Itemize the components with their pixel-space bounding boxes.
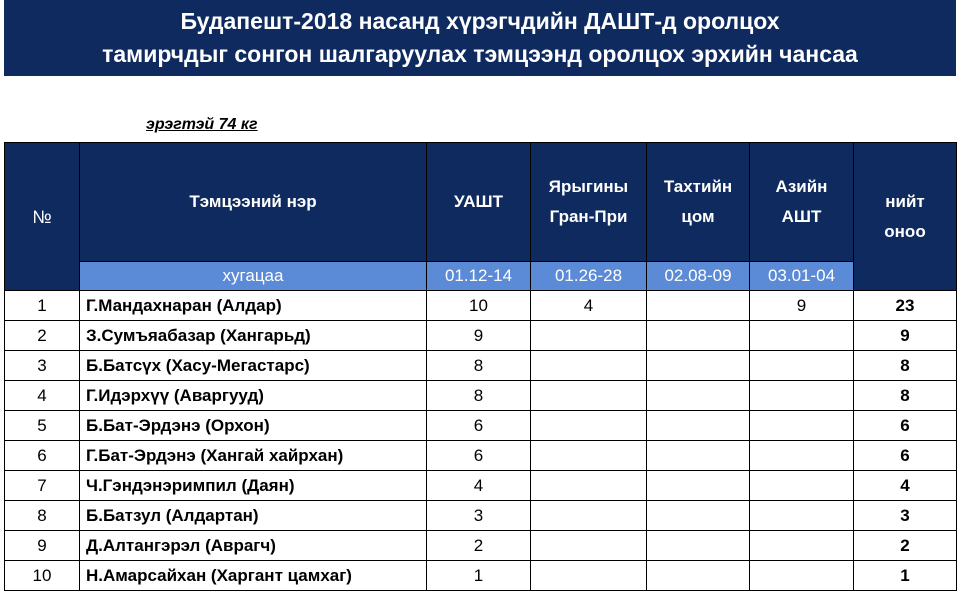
points-yarygin <box>531 381 647 411</box>
points-asian <box>750 441 854 471</box>
table-row <box>5 441 957 471</box>
header-yarygin-grand-prix <box>531 143 647 262</box>
header-takhti-line2: цом <box>681 207 715 226</box>
title-line-1: Будапешт-2018 насанд хүрэгчдийн ДАШТ-д оролцох <box>180 8 780 34</box>
points-asian <box>750 531 854 561</box>
header-total-line1: нийт <box>885 191 925 211</box>
points-takhti <box>647 291 750 321</box>
athlete-name: Г.Мандахнаран (Алдар) <box>80 291 427 321</box>
points-uasht: 6 <box>427 411 531 441</box>
points-takhti <box>647 561 750 591</box>
points-takhti <box>647 381 750 411</box>
points-uasht: 8 <box>427 381 531 411</box>
points-asian <box>750 411 854 441</box>
header-asian-championship <box>750 143 854 262</box>
rank-number: 7 <box>5 471 80 501</box>
rank-number: 2 <box>5 321 80 351</box>
points-total: 6 <box>854 411 957 441</box>
athlete-name: Б.Батсүх (Хасу-Мегастарс) <box>80 351 427 381</box>
points-total: 8 <box>854 351 957 381</box>
header-yarygin-line2: Гран-При <box>549 207 628 226</box>
points-yarygin <box>531 321 647 351</box>
points-uasht: 9 <box>427 321 531 351</box>
table-row <box>5 501 957 531</box>
table-row <box>5 411 957 441</box>
table-row <box>5 321 957 351</box>
rank-number: 9 <box>5 531 80 561</box>
athlete-name: Б.Бат-Эрдэнэ (Орхон) <box>80 411 427 441</box>
points-yarygin <box>531 471 647 501</box>
points-asian <box>750 321 854 351</box>
athlete-name: Г.Бат-Эрдэнэ (Хангай хайрхан) <box>80 441 427 471</box>
points-takhti <box>647 441 750 471</box>
points-takhti <box>647 321 750 351</box>
points-total: 8 <box>854 381 957 411</box>
period-label: хугацаа <box>80 262 427 291</box>
athlete-name: Н.Амарсайхан (Харгант цамхаг) <box>80 561 427 591</box>
title-banner <box>4 0 956 76</box>
rank-number: 10 <box>5 561 80 591</box>
points-asian <box>750 471 854 501</box>
athlete-name: Д.Алтангэрэл (Аврагч) <box>80 531 427 561</box>
points-total: 2 <box>854 531 957 561</box>
period-yarygin: 01.26-28 <box>531 262 647 291</box>
athlete-name: Ч.Гэндэнэримпил (Даян) <box>80 471 427 501</box>
points-total: 9 <box>854 321 957 351</box>
rank-number: 4 <box>5 381 80 411</box>
points-yarygin <box>531 561 647 591</box>
points-asian <box>750 381 854 411</box>
header-asian-line1: Азийн <box>775 177 828 196</box>
points-uasht: 6 <box>427 441 531 471</box>
table-row <box>5 531 957 561</box>
athlete-name: Г.Идэрхүү (Аваргууд) <box>80 381 427 411</box>
table-row <box>5 381 957 411</box>
points-uasht: 3 <box>427 501 531 531</box>
points-total: 3 <box>854 501 957 531</box>
rank-number: 5 <box>5 411 80 441</box>
rank-number: 3 <box>5 351 80 381</box>
points-uasht: 10 <box>427 291 531 321</box>
points-yarygin <box>531 441 647 471</box>
header-uasht: УАШТ <box>427 143 531 262</box>
header-takhti-line1: Тахтийн <box>663 177 733 196</box>
athlete-name: З.Сумъяабазар (Хангарьд) <box>80 321 427 351</box>
table-row <box>5 291 957 321</box>
points-takhti <box>647 411 750 441</box>
points-asian <box>750 351 854 381</box>
points-total: 1 <box>854 561 957 591</box>
points-total: 23 <box>854 291 957 321</box>
header-asian-line2: АШТ <box>781 207 822 226</box>
rank-number: 8 <box>5 501 80 531</box>
period-takhti: 02.08-09 <box>647 262 750 291</box>
points-yarygin <box>531 411 647 441</box>
athlete-name: Б.Батзул (Алдартан) <box>80 501 427 531</box>
rank-number: 1 <box>5 291 80 321</box>
points-yarygin: 4 <box>531 291 647 321</box>
points-asian <box>750 501 854 531</box>
period-asian: 03.01-04 <box>750 262 854 291</box>
ranking-table <box>4 142 957 591</box>
points-uasht: 4 <box>427 471 531 501</box>
table-row <box>5 471 957 501</box>
header-total-points <box>854 143 957 291</box>
period-uasht: 01.12-14 <box>427 262 531 291</box>
points-uasht: 2 <box>427 531 531 561</box>
table-row <box>5 561 957 591</box>
points-takhti <box>647 471 750 501</box>
points-total: 6 <box>854 441 957 471</box>
points-uasht: 1 <box>427 561 531 591</box>
points-takhti <box>647 351 750 381</box>
header-no: № <box>5 143 80 291</box>
header-yarygin-line1: Ярыгины <box>548 177 629 196</box>
points-uasht: 8 <box>427 351 531 381</box>
weight-category: эрэгтэй 74 кг <box>146 116 258 133</box>
points-takhti <box>647 531 750 561</box>
points-yarygin <box>531 501 647 531</box>
points-takhti <box>647 501 750 531</box>
points-total: 4 <box>854 471 957 501</box>
points-yarygin <box>531 351 647 381</box>
points-asian <box>750 561 854 591</box>
header-total-line2: оноо <box>884 221 926 241</box>
rank-number: 6 <box>5 441 80 471</box>
header-event-name: Тэмцээний нэр <box>80 143 427 262</box>
points-asian: 9 <box>750 291 854 321</box>
table-row <box>5 351 957 381</box>
points-yarygin <box>531 531 647 561</box>
header-takhti-cup <box>647 143 750 262</box>
title-line-2: тамирчдыг сонгон шалгаруулах тэмцээнд оролцох эрхийн чансаа <box>102 41 858 67</box>
